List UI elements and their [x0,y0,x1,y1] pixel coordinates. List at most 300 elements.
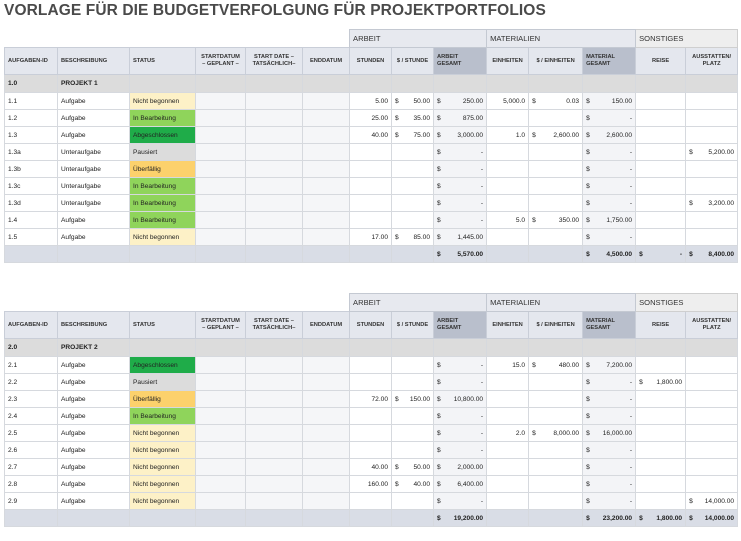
amount-value: 0.03 [566,97,580,105]
currency-symbol: $ [586,480,590,488]
currency-symbol: $ [437,182,441,190]
start-planned-cell[interactable] [196,195,246,212]
task-description-cell[interactable]: Aufgabe [58,476,130,493]
hours-cell[interactable]: 40.00 [350,127,392,144]
unit-price-cell[interactable] [529,127,583,144]
currency-symbol: $ [689,199,693,207]
status-cell[interactable]: Nicht begonnen [130,442,196,459]
travel-cell[interactable] [636,391,686,408]
column-header-units: EINHEITEN [487,48,529,75]
column-header-status: STATUS [130,312,196,339]
start-actual-cell[interactable] [246,425,303,442]
status-cell[interactable]: In Bearbeitung [130,195,196,212]
travel-cell[interactable] [636,442,686,459]
equipment-cell[interactable] [686,195,738,212]
start-planned-cell[interactable] [196,93,246,110]
start-planned-cell[interactable] [196,476,246,493]
task-id-cell[interactable]: 2.8 [5,476,58,493]
status-cell[interactable]: Überfällig [130,391,196,408]
unit-price-cell[interactable] [529,374,583,391]
travel-cell[interactable] [636,110,686,127]
currency-symbol: $ [437,463,441,471]
end-date-cell[interactable] [303,144,350,161]
currency-symbol: $ [689,250,693,258]
status-cell[interactable]: Abgeschlossen [130,357,196,374]
unit-price-cell[interactable] [529,144,583,161]
end-date-cell[interactable] [303,161,350,178]
currency-symbol: $ [437,233,441,241]
equipment-cell[interactable] [686,408,738,425]
start-actual-cell[interactable] [246,442,303,459]
material-total-cell [583,425,636,442]
rate-cell[interactable] [392,127,434,144]
hours-cell[interactable] [350,144,392,161]
task-id-cell[interactable]: 2.6 [5,442,58,459]
task-id-cell[interactable]: 2.2 [5,374,58,391]
end-date-cell[interactable] [303,459,350,476]
end-date-cell[interactable] [303,493,350,510]
units-cell[interactable] [487,110,529,127]
labor-total-cell [434,229,487,246]
start-actual-cell[interactable] [246,144,303,161]
start-planned-cell[interactable] [196,374,246,391]
material-total-cell [583,144,636,161]
totals-empty-cell [487,246,529,263]
travel-cell[interactable] [636,476,686,493]
task-description-cell[interactable]: Aufgabe [58,493,130,510]
rate-cell[interactable] [392,408,434,425]
equipment-cell[interactable] [686,93,738,110]
task-description-cell[interactable]: Unteraufgabe [58,161,130,178]
labor-total-cell [434,93,487,110]
material-total-cell [583,212,636,229]
task-description-cell[interactable]: Unteraufgabe [58,144,130,161]
group-header-spacer [5,30,350,48]
task-description-cell[interactable]: Aufgabe [58,442,130,459]
unit-price-cell[interactable] [529,493,583,510]
unit-price-cell[interactable] [529,476,583,493]
task-description-cell[interactable]: Unteraufgabe [58,178,130,195]
start-planned-cell[interactable] [196,178,246,195]
rate-cell[interactable] [392,178,434,195]
column-header-units: EINHEITEN [487,312,529,339]
equipment-cell[interactable] [686,442,738,459]
unit-price-cell[interactable] [529,161,583,178]
start-actual-cell[interactable] [246,178,303,195]
units-cell[interactable] [487,476,529,493]
amount-value: 350.00 [558,216,580,224]
units-cell[interactable] [487,144,529,161]
unit-price-cell[interactable] [529,110,583,127]
task-description-cell[interactable]: Aufgabe [58,391,130,408]
column-header-per-unit: $ / EINHEITEN [529,312,583,339]
rate-cell[interactable] [392,195,434,212]
units-cell[interactable] [487,229,529,246]
currency-symbol: $ [395,463,399,471]
column-header-row [5,312,738,339]
start-planned-cell[interactable] [196,459,246,476]
units-cell[interactable] [487,408,529,425]
rate-cell[interactable] [392,493,434,510]
travel-cell[interactable] [636,144,686,161]
status-cell[interactable]: Nicht begonnen [130,229,196,246]
end-date-cell[interactable] [303,178,350,195]
start-actual-cell[interactable] [246,459,303,476]
travel-cell[interactable] [636,459,686,476]
task-id-cell[interactable]: 1.1 [5,93,58,110]
amount-value: 480.00 [558,361,580,369]
status-cell[interactable]: In Bearbeitung [130,110,196,127]
start-planned-cell[interactable] [196,357,246,374]
task-description-cell[interactable]: Aufgabe [58,425,130,442]
start-actual-cell[interactable] [246,93,303,110]
project-id-cell: 1.0 [5,75,58,93]
labor-total-cell [434,110,487,127]
start-actual-cell[interactable] [246,110,303,127]
rate-cell[interactable] [392,459,434,476]
column-header-material-total: MATERIAL GESAMT [583,312,636,339]
task-description-cell[interactable]: Aufgabe [58,459,130,476]
amount-value: 1,800.00 [656,378,683,386]
equipment-cell[interactable] [686,476,738,493]
status-cell[interactable]: Nicht begonnen [130,425,196,442]
project-empty-cell [686,75,738,93]
labor-total-cell [434,493,487,510]
amount-value: - [480,497,484,505]
units-cell[interactable]: 1.0 [487,127,529,144]
rate-cell[interactable] [392,357,434,374]
start-planned-cell[interactable] [196,161,246,178]
end-date-cell[interactable] [303,93,350,110]
project-empty-cell [130,339,196,357]
hours-cell[interactable] [350,425,392,442]
start-planned-cell[interactable] [196,442,246,459]
equipment-cell[interactable] [686,127,738,144]
status-cell[interactable]: Nicht begonnen [130,459,196,476]
currency-symbol: $ [689,514,693,522]
task-description-cell[interactable]: Aufgabe [58,408,130,425]
equipment-cell[interactable] [686,459,738,476]
totals-empty-cell [303,246,350,263]
totals-empty-cell [392,246,434,263]
units-cell[interactable] [487,493,529,510]
task-description-cell[interactable]: Unteraufgabe [58,195,130,212]
units-cell[interactable]: 15.0 [487,357,529,374]
end-date-cell[interactable] [303,442,350,459]
amount-value: - [629,497,633,505]
start-actual-cell[interactable] [246,195,303,212]
hours-cell[interactable] [350,408,392,425]
status-cell[interactable]: Abgeschlossen [130,127,196,144]
start-actual-cell[interactable] [246,357,303,374]
end-date-cell[interactable] [303,391,350,408]
task-id-cell[interactable]: 2.4 [5,408,58,425]
units-cell[interactable]: 5.0 [487,212,529,229]
task-id-cell[interactable]: 1.5 [5,229,58,246]
task-id-cell[interactable]: 2.7 [5,459,58,476]
units-cell[interactable] [487,161,529,178]
hours-cell[interactable] [350,212,392,229]
task-id-cell[interactable]: 1.3 [5,127,58,144]
start-actual-cell[interactable] [246,127,303,144]
hours-cell[interactable]: 160.00 [350,476,392,493]
travel-cell[interactable] [636,195,686,212]
travel-cell[interactable] [636,93,686,110]
table-row [5,476,738,493]
end-date-cell[interactable] [303,195,350,212]
task-id-cell[interactable]: 2.5 [5,425,58,442]
amount-value: 2,600.00 [606,131,633,139]
start-planned-cell[interactable] [196,127,246,144]
unit-price-cell[interactable] [529,357,583,374]
labor-total-cell [434,391,487,408]
rate-cell[interactable] [392,425,434,442]
currency-symbol: $ [437,412,441,420]
unit-price-cell[interactable] [529,178,583,195]
end-date-cell[interactable] [303,212,350,229]
currency-symbol: $ [437,378,441,386]
column-header-id: AUFGABEN-ID [5,312,58,339]
currency-symbol: $ [586,148,590,156]
column-header-equipment: AUSSTATTEN/ PLATZ [686,312,738,339]
task-id-cell[interactable]: 1.3c [5,178,58,195]
status-cell[interactable]: Nicht begonnen [130,93,196,110]
hours-cell[interactable] [350,161,392,178]
rate-cell[interactable] [392,161,434,178]
task-id-cell[interactable]: 1.4 [5,212,58,229]
start-planned-cell[interactable] [196,391,246,408]
currency-symbol: $ [586,114,590,122]
task-description-cell[interactable]: Aufgabe [58,93,130,110]
equipment-cell[interactable] [686,212,738,229]
hours-cell[interactable] [350,357,392,374]
task-description-cell[interactable]: Aufgabe [58,229,130,246]
amount-value: 8,400.00 [708,250,735,258]
equipment-cell[interactable] [686,110,738,127]
material-total-cell [583,442,636,459]
equipment-cell[interactable] [686,374,738,391]
units-cell[interactable]: 2.0 [487,425,529,442]
start-planned-cell[interactable] [196,408,246,425]
amount-value: - [480,148,484,156]
column-header-material-total: MATERIAL GESAMT [583,48,636,75]
rate-cell[interactable] [392,110,434,127]
travel-cell[interactable] [636,425,686,442]
start-actual-cell[interactable] [246,212,303,229]
travel-grand-total [636,246,686,263]
equipment-cell[interactable] [686,229,738,246]
group-header-arbeit: ARBEIT [350,294,487,312]
start-planned-cell[interactable] [196,110,246,127]
task-description-cell[interactable]: Aufgabe [58,374,130,391]
labor-total-cell [434,408,487,425]
task-description-cell[interactable]: Aufgabe [58,110,130,127]
start-actual-cell[interactable] [246,493,303,510]
hours-cell[interactable]: 40.00 [350,459,392,476]
travel-cell[interactable] [636,374,686,391]
start-planned-cell[interactable] [196,144,246,161]
status-cell[interactable]: Überfällig [130,161,196,178]
hours-cell[interactable] [350,374,392,391]
status-cell[interactable]: In Bearbeitung [130,212,196,229]
start-actual-cell[interactable] [246,229,303,246]
task-id-cell[interactable]: 2.3 [5,391,58,408]
hours-cell[interactable]: 72.00 [350,391,392,408]
unit-price-cell[interactable] [529,425,583,442]
task-id-cell[interactable]: 1.3a [5,144,58,161]
end-date-cell[interactable] [303,357,350,374]
rate-cell[interactable] [392,144,434,161]
hours-cell[interactable] [350,493,392,510]
units-cell[interactable]: 5,000.0 [487,93,529,110]
unit-price-cell[interactable] [529,93,583,110]
equipment-cell[interactable] [686,161,738,178]
travel-cell[interactable] [636,357,686,374]
amount-value: 3,200.00 [708,199,735,207]
status-cell[interactable]: In Bearbeitung [130,408,196,425]
units-cell[interactable] [487,391,529,408]
equipment-cell[interactable] [686,144,738,161]
hours-cell[interactable]: 17.00 [350,229,392,246]
end-date-cell[interactable] [303,127,350,144]
rate-cell[interactable] [392,374,434,391]
task-id-cell[interactable]: 2.9 [5,493,58,510]
start-actual-cell[interactable] [246,161,303,178]
labor-total-cell [434,442,487,459]
project-empty-cell [434,75,487,93]
equipment-cell[interactable] [686,425,738,442]
travel-cell[interactable] [636,493,686,510]
rate-cell[interactable] [392,229,434,246]
amount-value: 1,800.00 [656,514,683,522]
amount-value: - [480,165,484,173]
task-id-cell[interactable]: 2.1 [5,357,58,374]
column-header-labor-total: ARBEIT GESAMT [434,312,487,339]
units-cell[interactable] [487,459,529,476]
task-id-cell[interactable]: 1.2 [5,110,58,127]
totals-empty-cell [529,510,583,527]
units-cell[interactable] [487,374,529,391]
table-row [5,391,738,408]
task-id-cell[interactable]: 1.3d [5,195,58,212]
travel-cell[interactable] [636,408,686,425]
project-1-table [4,29,738,263]
project-empty-cell [392,75,434,93]
hours-cell[interactable]: 25.00 [350,110,392,127]
status-cell[interactable]: Pausiert [130,374,196,391]
start-actual-cell[interactable] [246,408,303,425]
task-description-cell[interactable]: Aufgabe [58,212,130,229]
rate-cell[interactable] [392,391,434,408]
totals-empty-cell [196,246,246,263]
amount-value: 150.00 [409,395,431,403]
unit-price-cell[interactable] [529,391,583,408]
amount-value: 14,000.00 [704,514,735,522]
status-cell[interactable]: In Bearbeitung [130,178,196,195]
travel-cell[interactable] [636,161,686,178]
travel-cell[interactable] [636,212,686,229]
equipment-cell[interactable] [686,178,738,195]
end-date-cell[interactable] [303,425,350,442]
end-date-cell[interactable] [303,229,350,246]
rate-cell[interactable] [392,442,434,459]
status-cell[interactable]: Pausiert [130,144,196,161]
unit-price-cell[interactable] [529,459,583,476]
hours-cell[interactable] [350,442,392,459]
currency-symbol: $ [532,216,536,224]
end-date-cell[interactable] [303,408,350,425]
units-cell[interactable] [487,178,529,195]
end-date-cell[interactable] [303,110,350,127]
project-empty-cell [350,75,392,93]
end-date-cell[interactable] [303,374,350,391]
column-header-start-planned: STARTDATUM – GEPLANT – [196,312,246,339]
units-cell[interactable] [487,195,529,212]
project-empty-cell [529,339,583,357]
travel-cell[interactable] [636,127,686,144]
project-id-cell: 2.0 [5,339,58,357]
travel-cell[interactable] [636,178,686,195]
project-empty-cell [246,75,303,93]
unit-price-cell[interactable] [529,442,583,459]
travel-grand-total [636,510,686,527]
hours-cell[interactable]: 5.00 [350,93,392,110]
task-description-cell[interactable]: Aufgabe [58,127,130,144]
currency-symbol: $ [586,199,590,207]
material-grand-total [583,510,636,527]
labor-total-cell [434,212,487,229]
rate-cell[interactable] [392,93,434,110]
units-cell[interactable] [487,442,529,459]
labor-total-cell [434,161,487,178]
task-description-cell[interactable]: Aufgabe [58,357,130,374]
rate-cell[interactable] [392,476,434,493]
hours-cell[interactable] [350,178,392,195]
equipment-cell[interactable] [686,357,738,374]
start-planned-cell[interactable] [196,212,246,229]
start-planned-cell[interactable] [196,425,246,442]
end-date-cell[interactable] [303,476,350,493]
unit-price-cell[interactable] [529,408,583,425]
status-cell[interactable]: Nicht begonnen [130,476,196,493]
table-row [5,442,738,459]
amount-value: - [629,114,633,122]
project-empty-cell [196,75,246,93]
task-id-cell[interactable]: 1.3b [5,161,58,178]
rate-cell[interactable] [392,212,434,229]
amount-value: 40.00 [413,480,431,488]
equipment-cell[interactable] [686,391,738,408]
start-planned-cell[interactable] [196,229,246,246]
totals-empty-cell [58,510,130,527]
start-actual-cell[interactable] [246,391,303,408]
labor-total-cell [434,178,487,195]
start-planned-cell[interactable] [196,493,246,510]
amount-value: 250.00 [462,97,484,105]
unit-price-cell[interactable] [529,195,583,212]
start-actual-cell[interactable] [246,476,303,493]
start-actual-cell[interactable] [246,374,303,391]
travel-cell[interactable] [636,229,686,246]
currency-symbol: $ [437,514,441,522]
amount-value: - [480,182,484,190]
status-cell[interactable]: Nicht begonnen [130,493,196,510]
material-total-cell [583,408,636,425]
unit-price-cell[interactable] [529,229,583,246]
hours-cell[interactable] [350,195,392,212]
unit-price-cell[interactable] [529,212,583,229]
equipment-cell[interactable] [686,493,738,510]
